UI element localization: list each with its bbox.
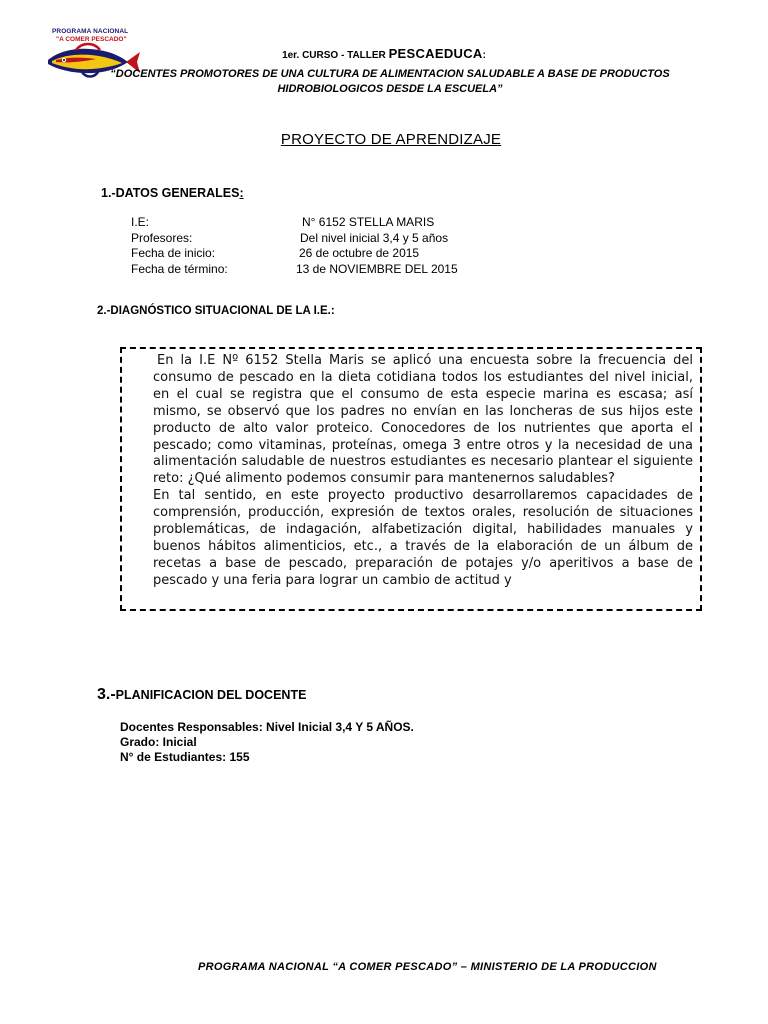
section1-heading-text: 1.-DATOS GENERALES [101, 186, 240, 200]
section1-heading [101, 186, 244, 200]
planning-line-docentes: Docentes Responsables: Nivel Inicial 3,4 Y 5 AÑOS. [120, 720, 414, 734]
general-value: 13 de NOVIEMBRE DEL 2015 [296, 261, 458, 276]
course-name: PESCAEDUCA [388, 46, 483, 61]
logo-line1: PROGRAMA NACIONAL [52, 28, 129, 35]
diagnostic-paragraph-1: En la I.E Nº 6152 Stella Maris se aplicó una encuesta sobre la frecuencia del consumo de pescado en la dieta cotidiana todos los estudiantes del nivel inicial, en el cual se registra que el consumo de esta especie marina es escasa; así mismo, se observó que los padres no envían en las loncheras de sus hijos este producto de alto valor proteico. Conocedores de los nutrientes que aporta el pescado; como vitaminas, proteínas, omega 3 entre otros y la necesidad de una alimentación saludable de nuestros estudiantes es necesario plantear el siguiente reto: ¿Qué alimento podemos consumir para mantenernos saludables? [153, 353, 693, 487]
general-label: I.E: [131, 215, 150, 229]
diagnostic-text [153, 353, 693, 590]
general-label: Fecha de término: [131, 261, 228, 276]
section3-number: 3.- [97, 686, 116, 703]
general-value: Del nivel inicial 3,4 y 5 años [300, 230, 449, 245]
course-subtitle [100, 67, 680, 97]
planning-line-grado: Grado: Inicial [120, 735, 197, 749]
general-value: 26 de octubre de 2015 [299, 246, 420, 260]
logo-line2: "A COMER PESCADO" [56, 36, 127, 43]
page-footer: PROGRAMA NACIONAL “A COMER PESCADO” – MINISTERIO DE LA PRODUCCION [198, 961, 657, 973]
diagnostic-paragraph-2: En tal sentido, en este proyecto productivo desarrollaremos capacidades de comprensión, producción, expresión de textos orales, resolución de situaciones problemáticas, de indagación, alfabetización digital, habilidades manuales y buenos hábitos alimenticios, etc., a través de la elaboración de un álbum de recetas a base de pescado, preparación de potajes y/o aperitivos a base de pescado y una feria para lograr un cambio de actitud y [153, 488, 693, 588]
course-prefix: 1er. CURSO - TALLER [282, 50, 386, 61]
general-label: Profesores: [131, 230, 193, 245]
planning-line-estudiantes: N° de Estudiantes: 155 [120, 750, 250, 764]
general-value: N° 6152 STELLA MARIS [302, 215, 435, 229]
section2-heading: 2.-DIAGNÓSTICO SITUACIONAL DE LA I.E.: [97, 305, 335, 317]
general-label: Fecha de inicio: [131, 246, 216, 260]
planning-details [120, 720, 414, 765]
diagnostic-text-box [120, 347, 702, 611]
course-suffix: : [482, 50, 486, 61]
section1-heading-colon: : [239, 186, 244, 200]
document-title: PROYECTO DE APRENDIZAJE [280, 131, 502, 148]
course-subtitle-line2: HIDROBIOLOGICOS DESDE LA ESCUELA” [277, 83, 503, 95]
section3-heading [97, 686, 306, 704]
course-heading [0, 46, 768, 61]
section3-heading-text: PLANIFICACION DEL DOCENTE [115, 688, 307, 702]
course-subtitle-line1: “DOCENTES PROMOTORES DE UNA CULTURA DE ALIMENTACION SALUDABLE A BASE DE PRODUCTOS [110, 68, 670, 80]
